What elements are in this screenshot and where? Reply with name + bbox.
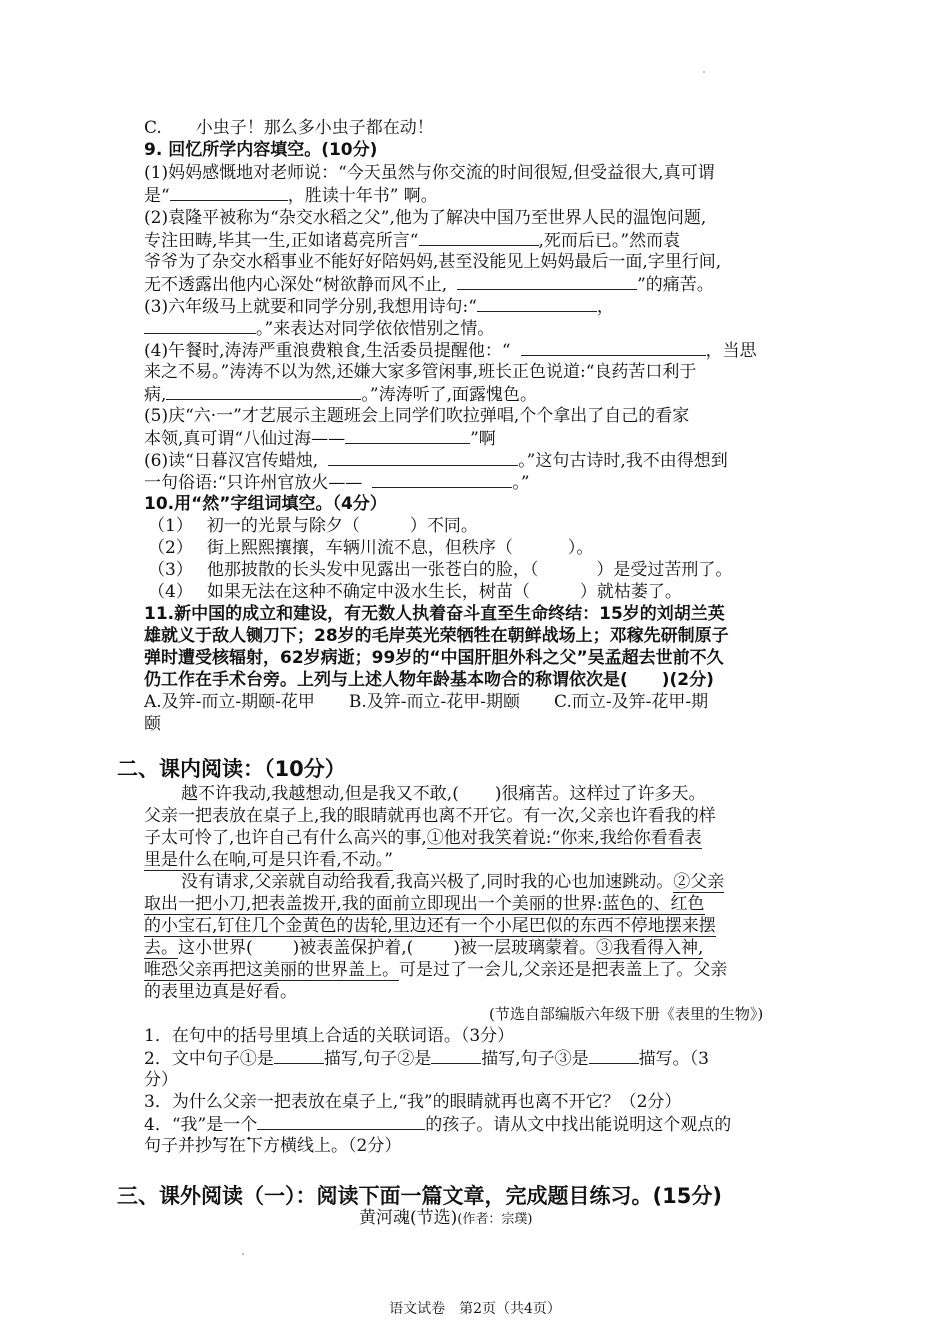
answer-blank[interactable] <box>345 427 470 444</box>
q8-option-c: C. 小虫子！那么多小虫子都在动！ <box>144 118 434 138</box>
q9-item2-line1: (2)袁隆平被称为“杂交水稻之父”,他为了解决中国乃至世界人民的温饱问题, <box>144 208 707 228</box>
q10-item3 <box>148 559 732 581</box>
text: 。”这句古诗时,我不由得想到 <box>518 451 728 471</box>
text: 。” <box>512 473 530 493</box>
q9-item5-line2 <box>144 427 496 450</box>
text: ）。 <box>567 538 594 558</box>
text: 描写。（3 <box>638 1049 709 1069</box>
section3-title: 三、课外阅读（一）：阅读下面一篇文章，完成题目练习。(15分) <box>117 1184 722 1208</box>
passage-p2-line4 <box>144 937 703 959</box>
s2-question2-tail: 分） <box>144 1070 178 1090</box>
scan-speck <box>242 1253 244 1255</box>
text: ）就枯萎了。 <box>579 582 682 602</box>
text: 2．文中句子①是 <box>144 1049 274 1069</box>
text: ，当思 <box>705 341 757 361</box>
text: ）是受过苦刑了。 <box>596 560 733 580</box>
answer-blank[interactable] <box>170 184 288 201</box>
q9-item2-line2 <box>144 229 680 252</box>
section2-title: 二、课内阅读：（10分） <box>117 757 346 781</box>
text: 描写,句子③是 <box>481 1049 589 1069</box>
text: )被一层玻璃蒙着。 <box>453 938 596 958</box>
text: 。”来表达对同学依依惜别之情。 <box>256 319 495 339</box>
passage-p1-line1 <box>181 783 705 805</box>
text: ， <box>596 297 614 317</box>
q9-item6-line2 <box>144 471 530 494</box>
answer-blank[interactable] <box>257 1113 425 1130</box>
answer-blank[interactable] <box>431 1047 481 1064</box>
text: ”啊 <box>470 429 496 449</box>
q9-item2-line4 <box>144 273 714 296</box>
answer-blank[interactable] <box>274 1047 324 1064</box>
text: 越不许我动,我越想动,但是我又不敢,( <box>181 784 459 804</box>
q10-item2 <box>148 537 593 559</box>
passage-p1-line4 <box>144 849 393 871</box>
q9-item4-line2: 来之不易。”涛涛不以为然,还嫌大家多管闲事,班长正色说道:“良药苦口利于 <box>144 362 697 382</box>
s2-question3: 3．为什么父亲一把表放在桌子上,“我”的眼睛就再也离不开它？（2分） <box>144 1092 682 1112</box>
text: 的孩子。请从文中找出能说明这个观点的 <box>425 1115 732 1135</box>
text: 病, <box>144 385 167 405</box>
q11-line4: 仍工作在手术台旁。上列与上述人物年龄基本吻合的称谓依次是( )(2分) <box>144 670 714 690</box>
q9-item4-line3 <box>144 383 537 406</box>
q10-title: 10.用“然”字组词填空。（4分） <box>144 494 387 514</box>
passage-p2-line2 <box>144 893 705 915</box>
text: 这小世界( <box>178 938 253 958</box>
article-title-line <box>359 1207 532 1231</box>
text: 初一的光景与除夕（ <box>206 516 360 536</box>
q9-title: 9. 回忆所学内容填空。(10分) <box>144 140 378 160</box>
passage-p1-line3 <box>144 827 702 849</box>
q10-item1 <box>148 515 478 537</box>
answer-blank[interactable] <box>589 1047 639 1064</box>
s2-question4-line2: 句子并抄写在下方横线上。（2分） <box>144 1136 402 1156</box>
answer-blank[interactable] <box>419 229 539 246</box>
passage-p2-line1 <box>181 871 724 893</box>
q11-options-tail: 颐 <box>144 714 161 734</box>
sentence-2: 的小宝石,钉住几个金黄色的齿轮,里边还有一个小尾巴似的东西不停地摆来摆 <box>144 916 716 936</box>
answer-blank[interactable] <box>372 471 512 488</box>
text: 他那披散的长头发中见露出一张苍白的脸，（ <box>206 560 539 580</box>
passage-p2-line6: 的表里边真是好看。 <box>144 982 297 1002</box>
passage-p2-line3 <box>144 915 716 937</box>
q9-item5-line1: (5)庆“六·一”才艺展示主题班会上同学们吹拉弹唱,个个拿出了自己的看家 <box>144 406 690 426</box>
s2-question2 <box>144 1047 709 1070</box>
text: 可是过了一会儿,父亲还是把表盖上了。父亲 <box>399 960 728 980</box>
text: 子太可怜了,也许自己有什么高兴的事, <box>144 828 427 848</box>
text: 。”涛涛听了,面露愧色。 <box>361 385 538 405</box>
q11-line1: 11.新中国的成立和建设，有无数人执着奋斗直至生命终结：15岁的刘胡兰英 <box>144 604 725 624</box>
text: 是“ <box>144 186 170 206</box>
text: 专注田畴,毕其一生,正如诸葛亮所言“ <box>144 231 419 251</box>
sentence-2: 取出一把小刀,把表盖拨开,我的面前立即现出一个美丽的世界:蓝色的、红色 <box>144 894 705 914</box>
text: 没有请求,父亲就自动给我看,我高兴极了,同时我的心也加速跳动。 <box>181 872 674 892</box>
text: ）不同。 <box>409 516 478 536</box>
q11-line3: 弹时遭受核辐射，62岁病逝；99岁的“中国肝胆外科之父”吴孟超去世前不久 <box>144 648 724 668</box>
text: 一句俗语:“只许州官放火—— <box>144 473 363 493</box>
text: )被表盖保护着,( <box>292 938 414 958</box>
article-author: (作者：宗璞) <box>457 1212 533 1227</box>
q11-options: A.及笄-而立-期颐-花甲 B.及笄-而立-花甲-期颐 C.而立-及笄-花甲-期 <box>144 692 709 712</box>
q9-item3-line2 <box>144 317 494 340</box>
emphasized-text: 我”是一个 <box>180 1115 258 1135</box>
q9-item2-line3: 爷爷为了杂交水稻事业不能好好陪妈妈,甚至没能见上妈妈最后一面,字里行间, <box>144 252 722 272</box>
q9-item3-line1 <box>144 295 614 318</box>
answer-blank[interactable] <box>457 273 637 290</box>
text: 无不透露出他内心深处“树欲静而风不止, <box>144 275 448 295</box>
text: 如果无法在这种不确定中汲水生长，树苗（ <box>206 582 530 602</box>
s2-question1: 1．在句中的括号里填上合适的关联词语。（3分） <box>144 1026 515 1046</box>
item-number: （3） <box>148 560 193 580</box>
scan-speck <box>703 71 705 73</box>
text: (4)午餐时,涛涛严重浪费粮食,生活委员提醒他：“ <box>144 341 511 361</box>
answer-blank[interactable] <box>521 339 706 356</box>
sentence-2: ②父亲 <box>673 872 725 892</box>
sentence-2-end: 去。 <box>144 938 178 958</box>
text: 4．“ <box>144 1115 181 1135</box>
text: 描写,句子②是 <box>323 1049 432 1069</box>
item-number: （4） <box>148 582 193 602</box>
passage-p2-line5 <box>144 959 727 981</box>
q11-line2: 雄就义于敌人铡刀下；28岁的毛岸英光荣牺牲在朝鲜战场上；邓稼先研制原子 <box>144 626 729 646</box>
answer-blank[interactable] <box>477 295 597 312</box>
item-number: （1） <box>148 516 193 536</box>
text: (6)读“日暮汉宫传蜡烛, <box>144 451 319 471</box>
text: ”的痛苦。 <box>637 275 714 295</box>
text: 街上熙熙攘攘，车辆川流不息，但秩序（ <box>206 538 513 558</box>
answer-blank[interactable] <box>328 449 518 466</box>
item-number: （2） <box>148 538 193 558</box>
article-title: 黄河魂(节选) <box>359 1208 458 1228</box>
passage-p1-line2: 父亲一把表放在桌子上,我的眼睛就再也离不开它。有一次,父亲也许看我的样 <box>144 806 716 826</box>
sentence-1: ①他对我笑着说:“你来,我给你看看表 <box>426 828 702 848</box>
q10-item4 <box>148 581 682 603</box>
page-footer: 语文试卷 第2页（共4页） <box>389 1301 561 1317</box>
text: 本领,真可谓“八仙过海—— <box>144 429 346 449</box>
passage-source: (节选自部编版六年级下册《表里的生物》) <box>489 1005 764 1023</box>
text: ,死而后已。”然而袁 <box>538 231 681 251</box>
sentence-3-end: 唯恐父亲再把这美丽的世界盖上。 <box>144 960 399 980</box>
answer-blank[interactable] <box>166 383 361 400</box>
answer-blank[interactable] <box>144 317 256 334</box>
text: ，胜读十年书” 啊。 <box>287 186 438 206</box>
q9-item4-line1 <box>144 339 757 362</box>
q9-item1-line2 <box>144 184 438 207</box>
text: (3)六年级马上就要和同学分别,我想用诗句:“ <box>144 297 477 317</box>
sentence-3: ③我看得入神, <box>595 938 704 958</box>
sentence-1-end: 里是什么在响,可是只许看,不动。” <box>144 850 393 870</box>
q9-item6-line1 <box>144 449 728 472</box>
q9-item1-line1: (1)妈妈感慨地对老师说：“今天虽然与你交流的时间很短,但受益很大,真可谓 <box>144 163 715 183</box>
text: )很痛苦。这样过了许多天。 <box>494 784 706 804</box>
